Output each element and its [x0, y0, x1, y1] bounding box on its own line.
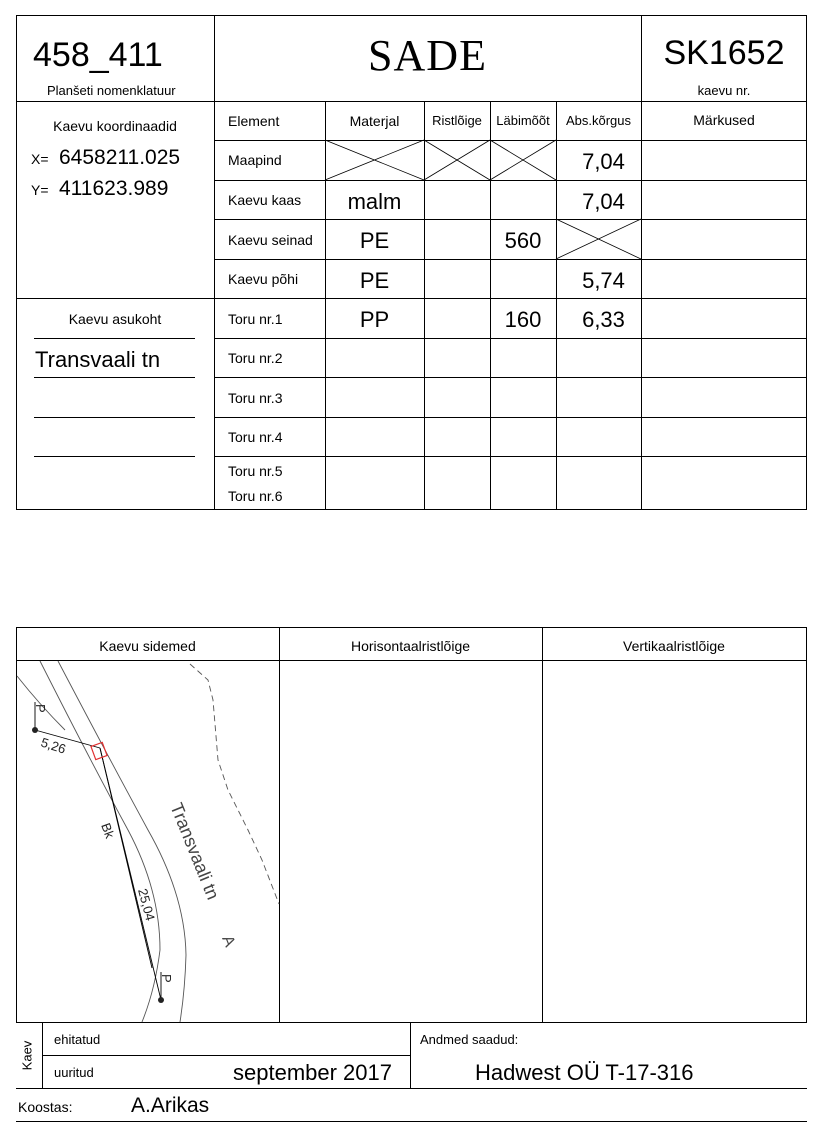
street-label: Transvaali tn [166, 800, 224, 903]
data-source-value: Hadwest OÜ T-17-316 [475, 1060, 694, 1085]
row-height: 5,74 [582, 268, 625, 293]
built-label: ehitatud [54, 1032, 101, 1047]
coordinates-label: Kaevu koordinaadid [53, 118, 177, 134]
reference-point [158, 997, 164, 1003]
location-street: Transvaali tn [35, 347, 161, 372]
row-diameter: 160 [504, 307, 542, 332]
data-source-label: Andmed saadud: [420, 1032, 519, 1047]
row-height: 7,04 [582, 149, 625, 174]
distance-label: 25,04 [135, 886, 159, 923]
row-element: Kaevu kaas [228, 192, 302, 208]
author-value: A.Arikas [131, 1094, 210, 1117]
side-label: Kaev [19, 1040, 35, 1071]
vertical-section-header: Vertikaalristlõige [623, 638, 725, 654]
col-header-height: Abs.kõrgus [565, 113, 632, 128]
row-material: PP [359, 307, 390, 332]
row-element: Kaevu põhi [228, 271, 299, 287]
row-element: Toru nr.6 [228, 488, 283, 504]
col-header-diameter: Läbimõõt [496, 113, 550, 128]
well-label: kaevu nr. [697, 83, 751, 98]
row-element: Maapind [228, 152, 282, 168]
distance-label: 5,26 [39, 734, 68, 757]
street-letter: A [218, 933, 239, 950]
row-element: Toru nr.5 [228, 463, 283, 479]
author-label: Koostas: [18, 1099, 73, 1115]
measured-label: uuritud [54, 1065, 94, 1080]
row-height: 7,04 [582, 189, 625, 214]
row-element: Kaevu seinad [228, 232, 313, 248]
sidemed-header: Kaevu sidemed [99, 638, 196, 654]
page-title: SADE [368, 31, 487, 80]
x-value: 6458211.025 [59, 146, 181, 169]
y-value: 411623.989 [59, 177, 169, 200]
well-id: SK1652 [663, 34, 785, 72]
row-height: 6,33 [582, 307, 625, 332]
row-element: Toru nr.2 [228, 350, 283, 366]
point-marker: P [159, 974, 174, 983]
plan-label: Planšeti nomenklatuur [47, 83, 176, 98]
row-element: Toru nr.4 [228, 429, 283, 445]
horizontal-section-header: Horisontaalristlõige [350, 638, 471, 654]
row-element: Toru nr.3 [228, 390, 283, 406]
x-label: X= [31, 151, 49, 167]
col-header-notes: Märkused [693, 112, 755, 128]
measured-value: september 2017 [233, 1060, 392, 1085]
row-element: Toru nr.1 [228, 311, 283, 327]
pipe-label: Bk [98, 820, 118, 841]
row-diameter: 560 [504, 228, 542, 253]
well-marker [91, 742, 107, 759]
col-header-material: Materjal [349, 113, 400, 129]
y-label: Y= [31, 182, 49, 198]
col-header-element: Element [228, 113, 280, 129]
reference-point [32, 727, 38, 733]
row-material: malm [347, 189, 402, 214]
location-label: Kaevu asukoht [68, 311, 162, 327]
row-material: PE [359, 228, 390, 253]
row-material: PE [359, 268, 390, 293]
plan-number: 458_411 [33, 36, 163, 74]
point-marker: P [33, 704, 48, 713]
col-header-section: Ristlõige [432, 113, 482, 128]
